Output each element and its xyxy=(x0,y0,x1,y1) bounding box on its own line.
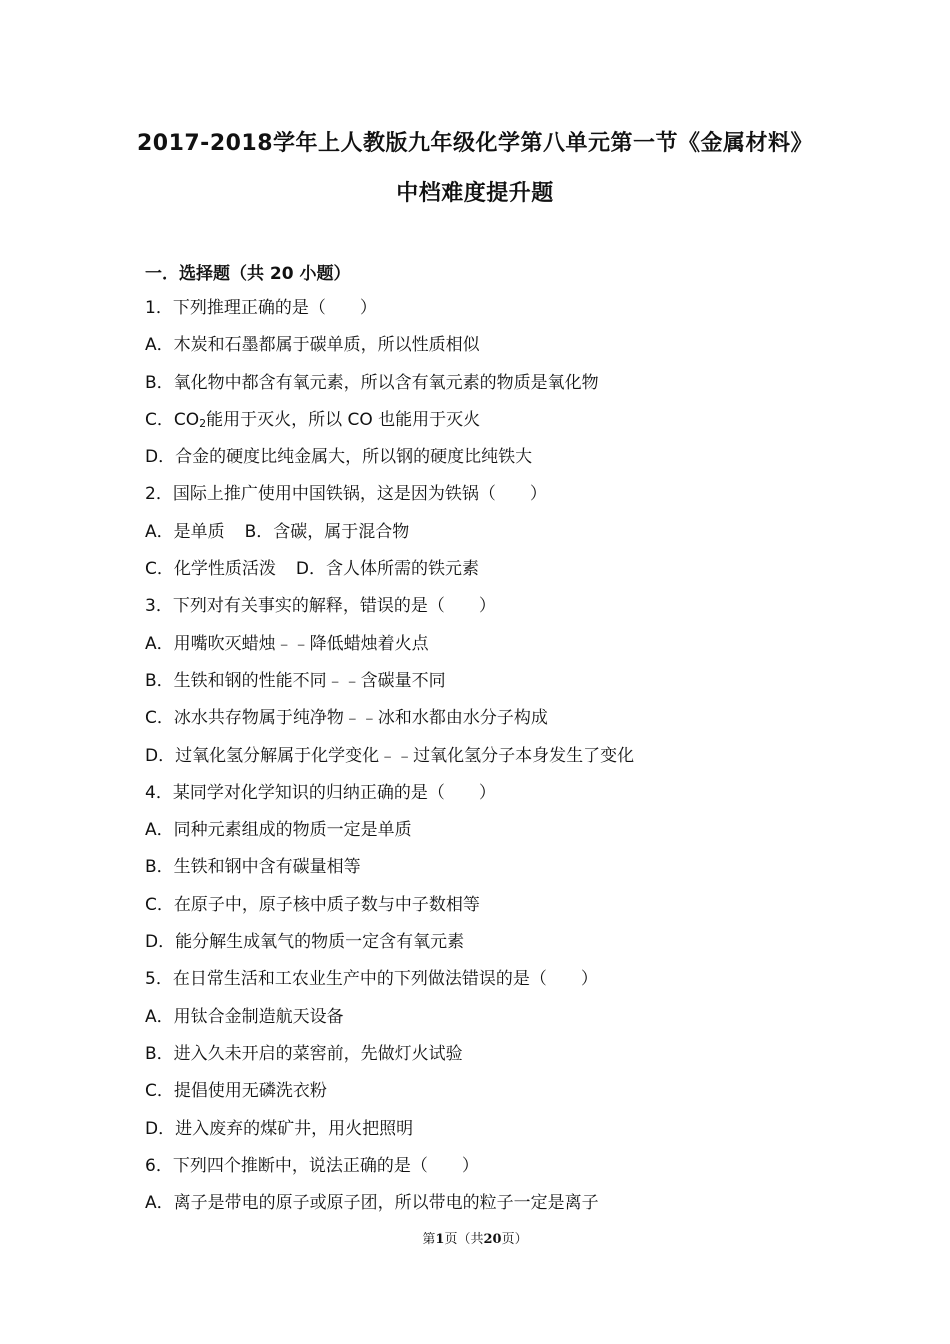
question-5-option-d: D．进入废弃的煤矿井，用火把照明 xyxy=(145,1118,414,1139)
question-2-option-b: B．含碳，属于混合物 xyxy=(244,521,410,542)
question-5: 5．在日常生活和工农业生产中的下列做法错误的是（ ） xyxy=(145,969,598,990)
subscript-2: 2 xyxy=(199,416,207,430)
question-4-option-d: D．能分解生成氧气的物质一定含有氧元素 xyxy=(145,932,465,953)
question-1-option-c xyxy=(145,410,825,447)
document-title-line-2: 中档难度提升题 xyxy=(396,181,554,206)
page-footer xyxy=(0,1228,950,1247)
question-2-option-a: A．是单质 xyxy=(145,521,225,542)
question-5-option-a: A．用钛合金制造航天设备 xyxy=(145,1006,344,1027)
question-4-option-a: A．同种元素组成的物质一定是单质 xyxy=(145,820,412,841)
question-5-option-b: B．进入久未开启的菜窖前，先做灯火试验 xyxy=(145,1043,463,1064)
total-page-count: 20 xyxy=(483,1232,502,1247)
question-1-option-b: B．氧化物中都含有氧元素，所以含有氧元素的物质是氧化物 xyxy=(145,372,599,393)
question-2-options-cd xyxy=(145,559,825,596)
question-1-option-d: D．合金的硬度比纯金属大，所以钢的硬度比纯铁大 xyxy=(145,447,533,468)
question-3-option-d: D．过氧化氢分解属于化学变化﹣﹣过氧化氢分子本身发生了变化 xyxy=(145,745,635,766)
question-list xyxy=(145,298,825,1230)
question-2: 2．国际上推广使用中国铁锅，这是因为铁锅（ ） xyxy=(145,484,547,505)
current-page-number: 1 xyxy=(435,1232,445,1247)
question-4-option-b: B．生铁和钢中含有碳量相等 xyxy=(145,857,361,878)
question-2-option-d: D．含人体所需的铁元素 xyxy=(295,559,479,580)
question-3-option-b: B．生铁和钢的性能不同﹣﹣含碳量不同 xyxy=(145,670,446,691)
section-heading: 一．选择题（共 20 小题） xyxy=(145,264,351,284)
question-4-option-c: C．在原子中，原子核中质子数与中子数相等 xyxy=(145,894,480,915)
question-3-option-a: A．用嘴吹灭蜡烛﹣﹣降低蜡烛着火点 xyxy=(145,633,429,654)
footer-middle: 页（共 xyxy=(444,1232,484,1247)
question-4: 4．某同学对化学知识的归纳正确的是（ ） xyxy=(145,782,496,803)
question-1-option-a: A．木炭和石墨都属于碳单质，所以性质相似 xyxy=(145,335,480,356)
question-5-option-c: C．提倡使用无磷洗衣粉 xyxy=(145,1081,327,1102)
option-c-prefix: C．CO xyxy=(145,409,200,430)
option-c-rest: 能用于灭火，所以 CO 也能用于灭火 xyxy=(206,409,481,430)
footer-suffix: 页） xyxy=(501,1232,528,1247)
question-6-option-a: A．离子是带电的原子或原子团，所以带电的粒子一定是离子 xyxy=(145,1193,599,1214)
question-6: 6．下列四个推断中，说法正确的是（ ） xyxy=(145,1155,479,1176)
question-3: 3．下列对有关事实的解释，错误的是（ ） xyxy=(145,596,496,617)
document-title-line-1: 2017-2018学年上人教版九年级化学第八单元第一节《金属材料》 xyxy=(136,131,814,156)
question-2-options-ab xyxy=(145,522,825,559)
question-3-option-c: C．冰水共存物属于纯净物﹣﹣冰和水都由水分子构成 xyxy=(145,708,548,729)
question-2-option-c: C．化学性质活泼 xyxy=(145,559,276,580)
question-1: 1．下列推理正确的是（ ） xyxy=(145,298,377,318)
footer-prefix: 第 xyxy=(422,1232,436,1247)
